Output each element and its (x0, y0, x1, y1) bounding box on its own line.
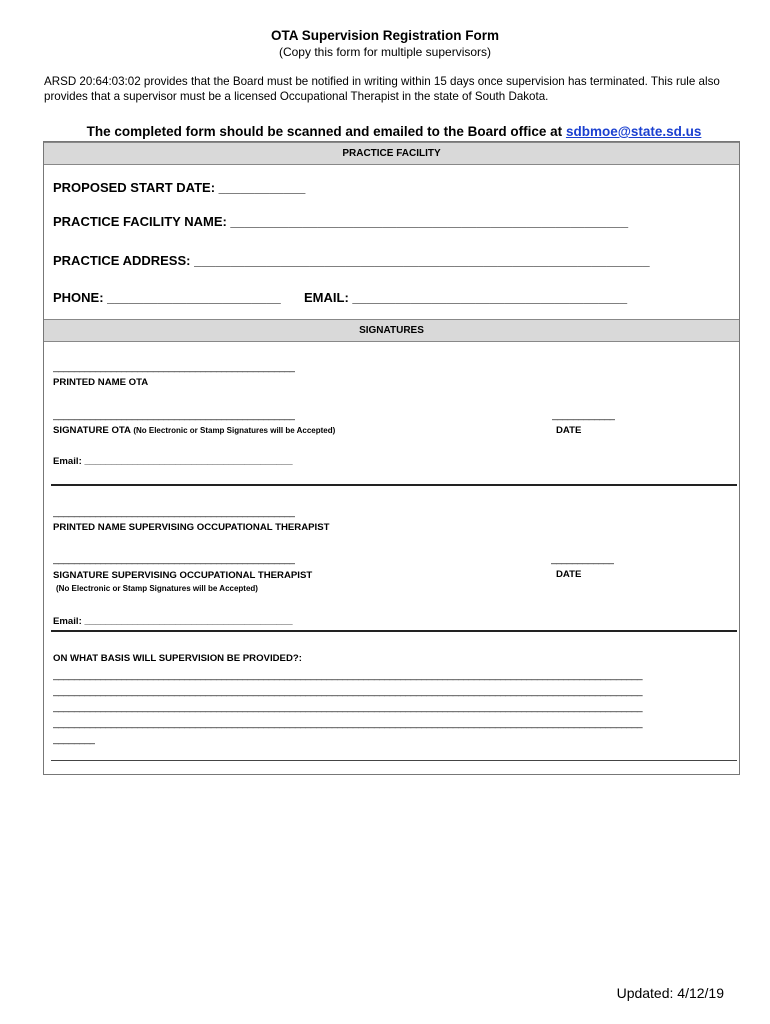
supervisor-date-label: DATE (556, 569, 582, 580)
supervision-basis-question: ON WHAT BASIS WILL SUPERVISION BE PROVIDED?: (53, 653, 302, 664)
supervisor-name-label: PRINTED NAME SUPERVISING OCCUPATIONAL THERAPIST (53, 522, 330, 533)
ota-email-field[interactable]: Email: _______________________________________ (53, 456, 293, 467)
ota-name-label: PRINTED NAME OTA (53, 377, 149, 388)
ota-signature-note: (No Electronic or Stamp Signatures will be Accepted) (133, 426, 336, 435)
ota-date-label: DATE (556, 425, 582, 436)
basis-line[interactable]: ________________________________________________________________________________________________________________ (53, 718, 643, 729)
practice-facility-band: PRACTICE FACILITY (44, 142, 739, 165)
updated-date: Updated: 4/12/19 (616, 985, 724, 1001)
basis-line[interactable]: ________________________________________________________________________________________________________________ (53, 702, 643, 713)
basis-line[interactable]: ________________________________________________________________________________________________________________ (53, 686, 643, 697)
supervisor-signature-note: (No Electronic or Stamp Signatures will be Accepted) (56, 584, 258, 593)
board-email-link[interactable]: sdbmoe@state.sd.us (565, 124, 702, 139)
phone-field[interactable]: PHONE: ________________________ (53, 290, 281, 305)
rule-text: ARSD 20:64:03:02 provides that the Board must be notified in writing within 15 days once supervision has terminated. This rule also provides that a supervisor must be a licensed Occupational Therapist in the state of South Dakota. (44, 75, 720, 103)
submission-notice (44, 124, 744, 139)
supervisor-date-line[interactable]: ____________ (551, 554, 615, 565)
basis-line[interactable]: ________ (53, 734, 96, 745)
section-divider-2 (51, 630, 737, 632)
bottom-divider (51, 760, 737, 761)
ota-date-line[interactable]: ____________ (552, 410, 616, 421)
supervisor-signature-label: SIGNATURE SUPERVISING OCCUPATIONAL THERAPIST (53, 570, 313, 581)
supervisor-email-field[interactable]: Email: _______________________________________ (53, 616, 293, 627)
start-date-field[interactable]: PROPOSED START DATE: ____________ (53, 180, 306, 195)
notice-text: The completed form should be scanned and emailed to the Board office at (86, 124, 566, 139)
ota-signature-line[interactable]: ______________________________________________ (53, 410, 296, 421)
ota-name-line[interactable]: ______________________________________________ (53, 362, 296, 373)
basis-line[interactable]: ________________________________________________________________________________________________________________ (53, 670, 643, 681)
ota-signature-title: SIGNATURE OTA (53, 425, 131, 436)
ota-signature-label (53, 425, 335, 436)
supervisor-signature-line[interactable]: ______________________________________________ (53, 554, 296, 565)
form-title: OTA Supervision Registration Form (270, 28, 500, 43)
facility-name-field[interactable]: PRACTICE FACILITY NAME: _______________________________________________________ (53, 214, 629, 229)
email-field[interactable]: EMAIL: ______________________________________ (304, 290, 628, 305)
practice-address-field[interactable]: PRACTICE ADDRESS: _______________________________________________________________ (53, 253, 650, 268)
section-divider (51, 484, 737, 486)
supervisor-name-line[interactable]: ______________________________________________ (53, 507, 296, 518)
signatures-band: SIGNATURES (44, 319, 739, 342)
form-subtitle: (Copy this form for multiple supervisors) (278, 45, 492, 59)
